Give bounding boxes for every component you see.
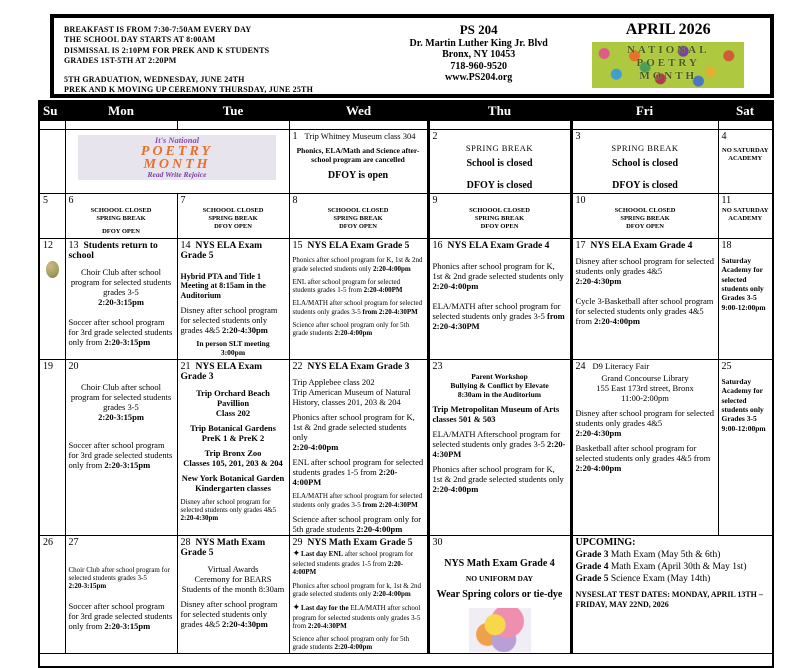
spacer-cell <box>177 121 289 130</box>
day-header-fri: Fri <box>571 101 718 121</box>
calendar-body <box>39 121 773 654</box>
poetry-month-banner-image <box>78 135 276 180</box>
day-cell-17 <box>571 238 718 359</box>
day-cell-28 <box>177 535 289 653</box>
date-number: 20 <box>68 360 79 372</box>
event-text: Soccer after school program for 3rd grade selected students only from 2:20-3:15pm <box>68 316 173 347</box>
date-number: 6 <box>68 194 74 206</box>
national-poetry-month-image <box>592 42 744 88</box>
event-text: Disney after school program for selected students only grades 4&5 2:20-4:30pm <box>180 305 278 336</box>
day-title: D9 Literacy Fair <box>592 360 650 371</box>
day-cell-header <box>433 361 568 372</box>
day-cell-27 <box>65 535 177 653</box>
event-text: Basketball after school program for selected students only grades 4&5 from 2:20-4:00pm <box>575 442 711 473</box>
event-text: Phonics after school program for K, 1st & 2nd grade selected students only 2:20-4:00pm <box>292 412 415 453</box>
date-number: 15 <box>292 239 303 251</box>
event-text: Phonics after school program for K, 1st & 2nd grade selected students only 2:20-4:00pm <box>432 464 564 495</box>
date-number: 24 <box>575 360 586 372</box>
day-cell-16 <box>428 238 571 359</box>
school-name: PS 204 <box>459 22 498 37</box>
poetry-logo-line: MONTH <box>639 70 698 83</box>
date-number: 26 <box>43 536 53 548</box>
star-icon: ✦ <box>292 603 301 614</box>
day-cell-header <box>722 361 771 372</box>
date-number: 29 <box>292 536 303 548</box>
day-cell-13 <box>65 238 177 359</box>
event-text: ENL after school program for selected students grades 1-5 from 2:20-4:00PM <box>292 277 403 295</box>
school-address2: Bronx, NY 10453 <box>442 49 516 61</box>
event-text: Choir Club after school program for selected students grades 3-5 2:20-3:15pm <box>70 266 172 307</box>
banner-main-text: POETRY <box>140 143 214 159</box>
date-number: 28 <box>180 536 191 548</box>
event-text: Phonics, ELA/Math and Science after-school program are cancelled <box>296 146 420 164</box>
day-cell-header <box>43 195 63 206</box>
day-title: Students return to school <box>68 240 158 262</box>
day-cell-header <box>433 195 568 206</box>
day-title: NYS Math Exam Grade 5 <box>307 537 413 548</box>
day-cell-header <box>43 361 63 372</box>
poetry-month-banner <box>65 130 289 194</box>
day-title: NYS Math Exam Grade 5 <box>180 537 266 559</box>
event-text: Disney after school program for selected students only grades 4&5 2:20-4:30pm <box>180 598 278 629</box>
banner-bottom-text: Read Write Rejoice <box>147 170 207 180</box>
info-line: 5TH GRADUATION, WEDNESDAY, JUNE 24TH <box>64 74 245 84</box>
date-number: 17 <box>575 239 586 251</box>
day-cell-30 <box>428 535 571 653</box>
day-cell-header <box>69 537 175 548</box>
calendar <box>38 100 772 668</box>
day-cell-25 <box>718 359 773 535</box>
event-text: NYSESLAT TEST DATES: MONDAY, APRIL 13TH –FRIDAY, MAY 22ND, 2026 <box>575 590 763 609</box>
date-number: 21 <box>180 360 191 372</box>
event-text: Choir Club after school program for selected students grades 3-5 2:20-3:15pm <box>70 381 172 422</box>
day-cell-header <box>722 131 771 142</box>
event-text: Trip Metropolitan Museum of Arts classes 501 & 503 <box>432 404 560 425</box>
day-cell-header <box>576 131 716 142</box>
event-text: ELA/MATH Afterschool program for selected students only grades 3-5 2:20-4:30PM <box>432 429 566 460</box>
spacer-cell <box>39 121 65 130</box>
event-text: SCHOOOL CLOSED SPRING BREAK DFOY OPEN <box>327 206 389 231</box>
poetry-logo-line: NATIONAL <box>626 44 710 56</box>
day-cell-header <box>576 240 716 251</box>
event-text: Science after school program only for 5th grade students 2:20-4:00pm <box>292 513 422 534</box>
event-text: Hybrid PTA and Title 1 Meeting at 8:15am in the Auditorium <box>180 271 266 300</box>
date-number: 27 <box>68 536 79 548</box>
event-text: Disney after school program for selected students only grades 4&5 2:20-4:30pm <box>180 497 277 523</box>
date-number: 11 <box>721 194 732 206</box>
bottom-spacer-row <box>39 653 773 667</box>
day-cell-header <box>722 240 771 251</box>
week-row-5 <box>39 535 773 653</box>
school-phone: 718-960-9520 <box>450 60 507 72</box>
week-row-1 <box>39 130 773 194</box>
info-line: DISMISSAL IS 2:10PM FOR PREK AND K STUDENTS <box>64 45 270 55</box>
spacer-cell <box>718 121 773 130</box>
date-number: 5 <box>43 194 48 206</box>
event-text: ELA/MATH after school program for selected students only grades 3-5 from 2:20-4:30PM <box>292 492 423 509</box>
event-text: Phonics after school program for K, 1st & 2nd grade selected students only 2:20-4:00pm <box>292 256 423 273</box>
date-number: 8 <box>292 194 298 206</box>
day-cell-29 <box>289 535 428 653</box>
day-cell-22 <box>289 359 428 535</box>
date-number: 13 <box>68 239 79 251</box>
event-text: SPRING BREAK <box>465 143 534 153</box>
event-text: New York Botanical Garden Kindergarten classes <box>181 472 285 493</box>
day-cell-header <box>576 361 716 372</box>
spacer-cell <box>428 121 571 130</box>
event-text: DFOY is closed <box>466 179 533 191</box>
event-text: Virtual Awards Ceremony for BEARS Students of the month 8:30am <box>181 563 285 594</box>
day-cell-1 <box>289 130 428 194</box>
day-cell-header <box>181 361 287 383</box>
day-cell-3 <box>571 130 718 194</box>
day-cell-header <box>433 131 568 142</box>
day-cell-4 <box>718 130 773 194</box>
school-address1: Dr. Martin Luther King Jr. Blvd <box>409 37 548 49</box>
day-cell-12 <box>39 238 65 359</box>
event-text: Trip Botanical Gardens PreK 1 & PreK 2 <box>190 422 276 443</box>
event-text: Disney after school program for selected students only grades 4&5 2:20-4:30pm <box>575 407 715 438</box>
day-cell-8 <box>289 193 428 238</box>
day-header-sat: Sat <box>718 101 773 121</box>
day-cell-header <box>69 361 175 372</box>
event-text: Phonics after school program for K, 1st & 2nd grade selected students only 2:20-4:00pm <box>432 261 564 292</box>
event-text: SPRING BREAK <box>611 143 679 153</box>
day-cell-header <box>293 195 425 206</box>
day-title: NYS ELA Exam Grade 5 <box>307 240 410 251</box>
day-cell-24 <box>571 359 718 535</box>
poetry-sticker-icon <box>46 261 59 278</box>
spacer-cell <box>571 121 718 130</box>
event-text: Trip Applebee class 202 Trip American Museum of Natural History, classes 201, 203 & 204 <box>292 377 411 408</box>
event-text: SCHOOOL CLOSED SPRING BREAK <box>90 206 152 223</box>
day-title: NYS ELA Exam Grade 3 <box>180 361 263 383</box>
event-text: DFOY is open <box>327 169 389 181</box>
date-number: 10 <box>575 194 586 206</box>
poetry-logo-text <box>592 44 744 84</box>
day-cell-14 <box>177 238 289 359</box>
school-website: www.PS204.org <box>445 72 513 84</box>
event-text: Science after school program only for 5th grade students 2:20-4:00pm <box>292 320 410 338</box>
info-line: PREK AND K MOVING UP CEREMONY THURSDAY, JUNE 25TH <box>64 84 314 94</box>
day-header-thu: Thu <box>428 101 571 121</box>
day-header-su: Su <box>39 101 65 121</box>
upcoming-box <box>571 535 773 653</box>
event-text: Choir Club after school program for selected students grades 3-5 2:20-3:15pm <box>68 565 170 591</box>
school-info-box <box>54 18 391 94</box>
date-number: 2 <box>432 131 438 142</box>
info-line: BREAKFAST IS FROM 7:30-7:50AM EVERY DAY <box>64 25 252 34</box>
event-text: School is closed <box>611 158 679 170</box>
date-number: 25 <box>721 360 732 372</box>
day-cell-23 <box>428 359 571 535</box>
event-text: ELA/MATH after school program for selected students only grades 3-5 from 2:20-4:30PM <box>292 299 423 316</box>
event-text: Soccer after school program for 3rd grade selected students only from 2:20-3:15pm <box>68 439 173 470</box>
calendar-table <box>38 100 774 668</box>
day-cell-21 <box>177 359 289 535</box>
week-row-4 <box>39 359 773 535</box>
day-cell-header <box>69 195 175 206</box>
tie-dye-shirt-image <box>469 608 531 652</box>
event-text: Science after school program only for 5th grade students 2:20-4:00pm <box>292 635 410 652</box>
day-cell-header <box>293 537 425 548</box>
info-line: THE SCHOOL DAY STARTS AT 8:00AM <box>64 35 216 45</box>
day-cell-header <box>69 240 175 262</box>
event-text: DFOY OPEN <box>102 228 140 236</box>
event-text: SCHOOOL CLOSED SPRING BREAK DFOY OPEN <box>614 206 676 231</box>
event-text: ✦Last day for the ELA/MATH after school program for selected students only grades 3-5 from 2:20-4:30PM <box>292 603 421 630</box>
info-line: GRADES 1ST-5TH AT 2:20PM <box>64 56 177 66</box>
day-cell-header <box>181 240 287 262</box>
event-text: ELA/MATH after school program for selected students only grades 3-5 from 2:20-4:30PM <box>432 301 565 332</box>
date-number: 18 <box>721 239 732 251</box>
event-text: Phonics after school program for k, 1st & 2nd grade selected students only 2:20-4:00pm <box>292 581 422 598</box>
event-text: NO UNIFORM DAY <box>465 573 534 583</box>
day-cell-header <box>722 195 771 206</box>
day-cell-7 <box>177 193 289 238</box>
day-cell-header <box>181 537 287 559</box>
day-title: Trip Whitney Museum class 304 <box>304 131 416 141</box>
page-header <box>50 14 774 98</box>
day-cell-header <box>433 240 568 251</box>
date-number: 4 <box>721 131 727 142</box>
day-cell-header <box>43 240 63 251</box>
day-cell-header <box>433 537 568 548</box>
day-title: NYS ELA Exam Grade 4 <box>590 240 693 251</box>
spacer-cell <box>289 121 428 130</box>
day-cell-header <box>43 537 63 548</box>
day-cell-2 <box>428 130 571 194</box>
event-text: Grade 3 Math Exam (May 5th & 6th) <box>575 549 721 560</box>
event-text: Disney after school program for selected students only grades 4&5 2:20-4:30pm <box>575 256 715 287</box>
day-cell-9 <box>428 193 571 238</box>
event-text: Saturday Academy for selected students only Grades 3-5 9:00-12:00pm <box>721 376 766 433</box>
day-title: NYS ELA Exam Grade 5 <box>180 240 263 262</box>
event-text: Trip Orchard Beach Pavillion Class 202 <box>196 387 270 418</box>
event-text: Grade 5 Science Exam (May 14th) <box>575 574 711 585</box>
day-cell-19 <box>39 359 65 535</box>
day-header-wed: Wed <box>289 101 428 121</box>
date-number: 3 <box>575 131 581 142</box>
event-text: SCHOOOL CLOSED SPRING BREAK DFOY OPEN <box>469 206 530 231</box>
event-text: In person SLT meeting 3:00pm <box>196 339 270 357</box>
poetry-logo-line: POETRY <box>636 57 700 70</box>
date-number: 12 <box>43 239 53 251</box>
spacer-cell <box>65 121 177 130</box>
day-header-tue: Tue <box>177 101 289 121</box>
event-text: Wear Spring colors or tie-dye <box>436 588 563 600</box>
event-text: NO SATURDAY ACADEMY <box>722 147 769 163</box>
day-cell-18 <box>718 238 773 359</box>
month-header <box>566 18 770 94</box>
banner-top-text: It's National <box>154 135 200 145</box>
event-text: NYS Math Exam Grade 4 <box>444 557 555 569</box>
date-number: 19 <box>43 360 53 372</box>
day-cell-header <box>293 131 425 142</box>
date-number: 9 <box>432 194 438 206</box>
day-cell-11 <box>718 193 773 238</box>
event-text: Soccer after school program for 3rd grade selected students only from 2:20-3:15pm <box>68 600 173 631</box>
spacer-row <box>39 121 773 130</box>
day-cell-header <box>293 361 425 372</box>
week-row-2 <box>39 193 773 238</box>
event-text: Grand Concourse Library 155 East 173rd street, Bronx 11:00-2:00pm <box>596 372 694 403</box>
date-number: 7 <box>180 194 186 206</box>
date-number: 1 <box>292 131 298 142</box>
day-cell-header <box>181 195 287 206</box>
bottom-spacer-cell <box>39 653 773 667</box>
day-cell-header <box>293 240 425 251</box>
event-text: School is closed <box>466 158 533 170</box>
day-cell-10 <box>571 193 718 238</box>
event-text: ✦Last day ENL after school program for selected students grades 1-5 from 2:20-4:00PM <box>292 549 414 577</box>
event-text: SCHOOOL CLOSED SPRING BREAK DFOY OPEN <box>202 206 264 231</box>
date-number: 23 <box>432 360 443 372</box>
day-header-row <box>39 101 773 121</box>
month-title: APRIL 2026 <box>625 21 711 38</box>
day-title: NYS ELA Exam Grade 3 <box>307 361 410 372</box>
day-cell-5 <box>39 193 65 238</box>
event-text: NO SATURDAY ACADEMY <box>722 206 769 223</box>
date-number: 14 <box>180 239 191 251</box>
event-text: Saturday Academy for selected students only Grades 3-5 9:00-12:00pm <box>721 255 766 312</box>
event-text: DFOY is closed <box>612 179 678 191</box>
event-text: Grade 4 Math Exam (April 30th & May 1st) <box>575 561 747 572</box>
banner-main-text: MONTH <box>143 156 211 172</box>
event-text: UPCOMING: <box>575 536 636 548</box>
week-row-3 <box>39 238 773 359</box>
date-number: 16 <box>432 239 443 251</box>
date-number: 30 <box>432 536 443 548</box>
event-text: ENL after school program for selected students grades 1-5 from 2:20-4:00PM <box>292 457 424 488</box>
day-header-mon: Mon <box>65 101 177 121</box>
day-cell-header <box>576 195 716 206</box>
empty-day-cell <box>39 130 65 194</box>
day-cell-26 <box>39 535 65 653</box>
event-text: Cycle 3-Basketball after school program for selected students only grades 4&5 from 2:20-4:00pm <box>575 296 714 327</box>
event-text: Trip Bronx Zoo Classes 105, 201, 203 & 204 <box>183 447 283 468</box>
day-cell-15 <box>289 238 428 359</box>
school-address-block <box>391 18 567 94</box>
star-icon: ✦ <box>292 549 301 560</box>
date-number: 22 <box>292 360 303 372</box>
day-cell-6 <box>65 193 177 238</box>
day-cell-20 <box>65 359 177 535</box>
event-text: Parent Workshop Bullying & Conflict by Elevate 8:30am in the Auditorium <box>450 371 549 399</box>
day-title: NYS ELA Exam Grade 4 <box>447 240 550 251</box>
